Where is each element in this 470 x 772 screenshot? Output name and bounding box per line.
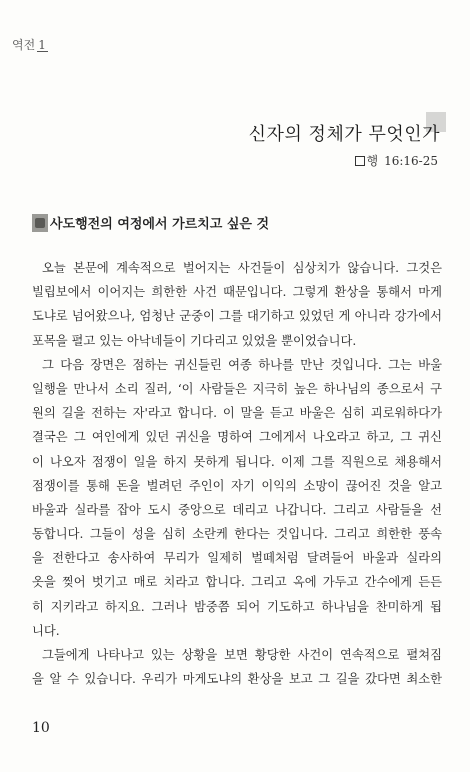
text-line: 점쟁이를 통해 돈을 벌려던 주인이 자기 이익의 소망이 끊어진 것을 알고 xyxy=(32,478,442,493)
text-line: 그들에게 나타나고 있는 상황을 보면 황당한 사건이 연속적으로 펼쳐짐 xyxy=(42,648,442,662)
text-line: 옷을 찢어 벗기고 매로 치라고 합니다. 그리고 옥에 가두고 간수에게 든든 xyxy=(32,575,442,590)
page-title: 신자의 정체가 무엇인가 xyxy=(248,124,440,145)
text-line: 을 알 수 있습니다. 우리가 마게도냐의 환상을 보고 그 길을 갔다면 최소한 xyxy=(32,672,442,687)
text-line: 을 전한다고 송사하여 무리가 일제히 벌떼처럼 달려들어 바울과 실라의 xyxy=(32,551,442,566)
section-heading xyxy=(32,214,269,232)
text-line: 포목을 펼고 있는 아낙네들이 기다리고 있었을 뿐이었습니다. xyxy=(32,333,357,348)
text-line: 이 나오자 점쟁이 일을 하지 못하게 됩니다. 이제 그를 직원으로 채용해서 xyxy=(32,454,442,469)
reference-book-label: 행 xyxy=(366,154,379,168)
text-line: 오늘 본문에 계속적으로 벌어지는 사건들이 심상치가 않습니다. 그것은 xyxy=(42,261,442,275)
square-icon xyxy=(355,156,365,166)
text-line: 동합니다. 그들이 성을 심히 소란케 한다는 것입니다. 그리고 희한한 풍속 xyxy=(32,527,442,542)
text-line: 빌립보에서 이어지는 희한한 사건 때문입니다. 그렇게 환상을 통해서 마게 xyxy=(32,285,442,300)
body-text xyxy=(32,256,442,691)
text-line: 그 다음 장면은 점하는 귀신들린 여종 하나를 만난 것입니다. 그는 바울 xyxy=(42,357,442,372)
reference-book xyxy=(355,152,379,169)
text-line: 원의 길을 전하는 자'라고 합니다. 이 말을 듣고 바울은 심히 괴로워하다가 xyxy=(32,406,442,421)
section-bullet-icon xyxy=(32,214,48,232)
text-line: 결국은 그 여인에게 있던 귀신을 명하여 그에게서 나오라고 하고, 그 귀신 xyxy=(32,430,442,445)
reference-verses: 16:16-25 xyxy=(384,153,438,168)
text-line: 바울과 실라를 잡아 도시 중앙으로 데리고 나갑니다. 그리고 사람들을 선 xyxy=(32,502,442,517)
book-label: 역전 xyxy=(12,38,36,52)
text-line: 히 지키라고 하지요. 그러나 밤중쯤 되어 기도하고 하나님을 찬미하게 됩 xyxy=(32,599,442,614)
chapter-number: 1 xyxy=(38,38,46,52)
text-line: 니다. xyxy=(32,623,60,638)
scripture-reference xyxy=(355,152,439,169)
section-heading-text: 사도행전의 여정에서 가르치고 싶은 것 xyxy=(50,217,270,232)
running-header xyxy=(12,36,48,53)
page-number: 10 xyxy=(32,720,50,736)
text-line: 일행을 만나서 소리 질러, ‘이 사람들은 지극히 높은 하나님의 종으로서 구 xyxy=(32,381,442,396)
text-line: 도냐로 넘어왔으나, 엄청난 군중이 그를 대기하고 있었던 게 아니라 강가에서 xyxy=(32,309,442,324)
